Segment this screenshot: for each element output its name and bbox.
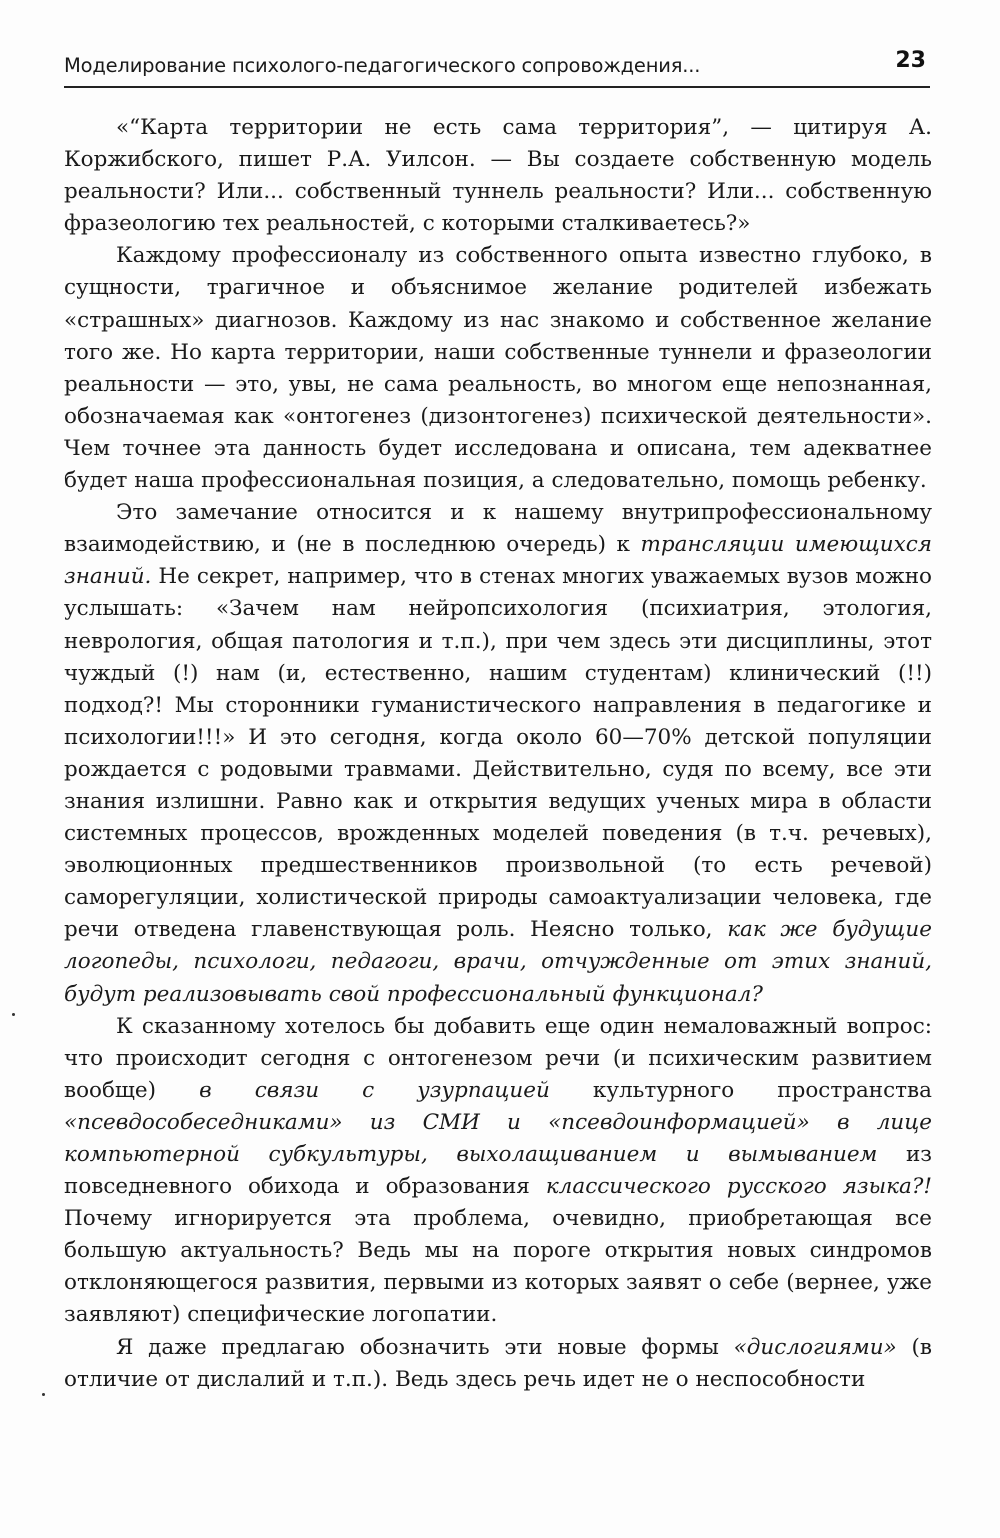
- paragraph-text: (в отличие от дислалий и т.п.). Ведь здесь речь идет не о неспособности: [64, 1334, 933, 1392]
- paragraph-text: культурного пространства: [549, 1077, 932, 1103]
- paragraph: [64, 497, 932, 1011]
- scan-speck: [12, 1013, 15, 1016]
- italic-emphasis: «псевдособеседниками» из СМИ и «псевдоинформацией» в лице компьютерной субкультуры, выхолащиванием и вымыванием: [64, 1109, 932, 1167]
- paragraph-text: Каждому профессионалу из собственного опыта известно глубоко, в сущности, трагичное и объяснимое желание родителей избежать «страшных» диагнозов. Каждому из нас знакомо и собственное желание того же. Но карта территории, наши собственные туннели и фразеологии реальности — это, увы, не сама реальность, во многом еще непознанная, обозначаемая как «онтогенез (дизонтогенез) психической деятельности». Чем точнее эта данность будет исследована и описана, тем адекватнее будет наша профессиональная позиция, а следовательно, помощь ребенку.: [64, 243, 932, 494]
- scan-speck: [42, 1393, 45, 1396]
- italic-emphasis: трансляции имеющихся знаний.: [64, 532, 932, 590]
- running-header: [64, 44, 930, 88]
- italic-emphasis: «дислогиями»: [733, 1334, 897, 1360]
- page-number: 23: [895, 48, 926, 73]
- italic-emphasis: в связи с узурпацией: [199, 1077, 550, 1103]
- paragraph-text: Я даже предлагаю обозначить эти новые формы: [116, 1334, 734, 1360]
- paragraph-text: «“Карта территории не есть сама территория”, — цитируя А. Коржибского, пишет Р.А. Уилсон. — Вы создаете собственную модель реальности? Или... собственный туннель реальности? Или... собственную фразеологию тех реальностей, с которыми сталкиваетесь?»: [64, 115, 932, 237]
- italic-emphasis: классического русского языка?!: [545, 1174, 932, 1200]
- paragraph: [64, 1011, 932, 1332]
- paragraph-text: К сказанному хотелось бы добавить еще один немаловажный вопрос: что происходит сегодня с онтогенезом речи (и психическим развитием вообще): [64, 1013, 932, 1103]
- paragraph-text: из повседневного обихода и образования: [64, 1142, 932, 1200]
- paragraph-text: Это замечание относится и к нашему внутрипрофессиональному взаимодействию, и (не в последнюю очередь) к: [64, 500, 932, 558]
- paragraph: [64, 1332, 932, 1396]
- italic-emphasis: как же будущие логопеды, психологи, педагоги, врачи, отчужденные от этих знаний, будут реализовывать свой профессиональный функционал?: [64, 917, 932, 1007]
- paragraph-text: Не секрет, например, что в стенах многих уважаемых вузов можно услышать: «Зачем нам нейропсихология (психиатрия, этология, неврология, общая патология и т.п.), при чем здесь эти дисциплины, этот чуждый (!) нам (и, естественно, нашим студентам) клинический (!!) подход?! Мы сторонники гуманистического направления в педагогике и психологии!!!» И это сегодня, когда около 60—70% детской популяции рождается с родовыми травмами. Действительно, судя по всему, все эти знания излишни. Равно как и открытия ведущих ученых мира в области системных процессов, врожденных моделей поведения (в т.ч. речевых), эволюционных предшественников произвольной (то есть речевой) саморегуляции, холистической природы самоактуализации человека, где речи отведена главенствующая роль. Неясно только,: [64, 564, 932, 943]
- paragraph-text: Почему игнорируется эта проблема, очевидно, приобретающая все большую актуальность? Ведь мы на пороге открытия новых синдромов отклоняющегося развития, первыми из которых заявят о себе (вернее, уже заявляют) специфические логопатии.: [64, 1206, 932, 1328]
- running-title: Моделирование психолого-педагогического сопровождения...: [64, 54, 701, 77]
- paragraph: [64, 112, 932, 240]
- paragraph: [64, 240, 932, 497]
- body-text: [64, 112, 932, 1396]
